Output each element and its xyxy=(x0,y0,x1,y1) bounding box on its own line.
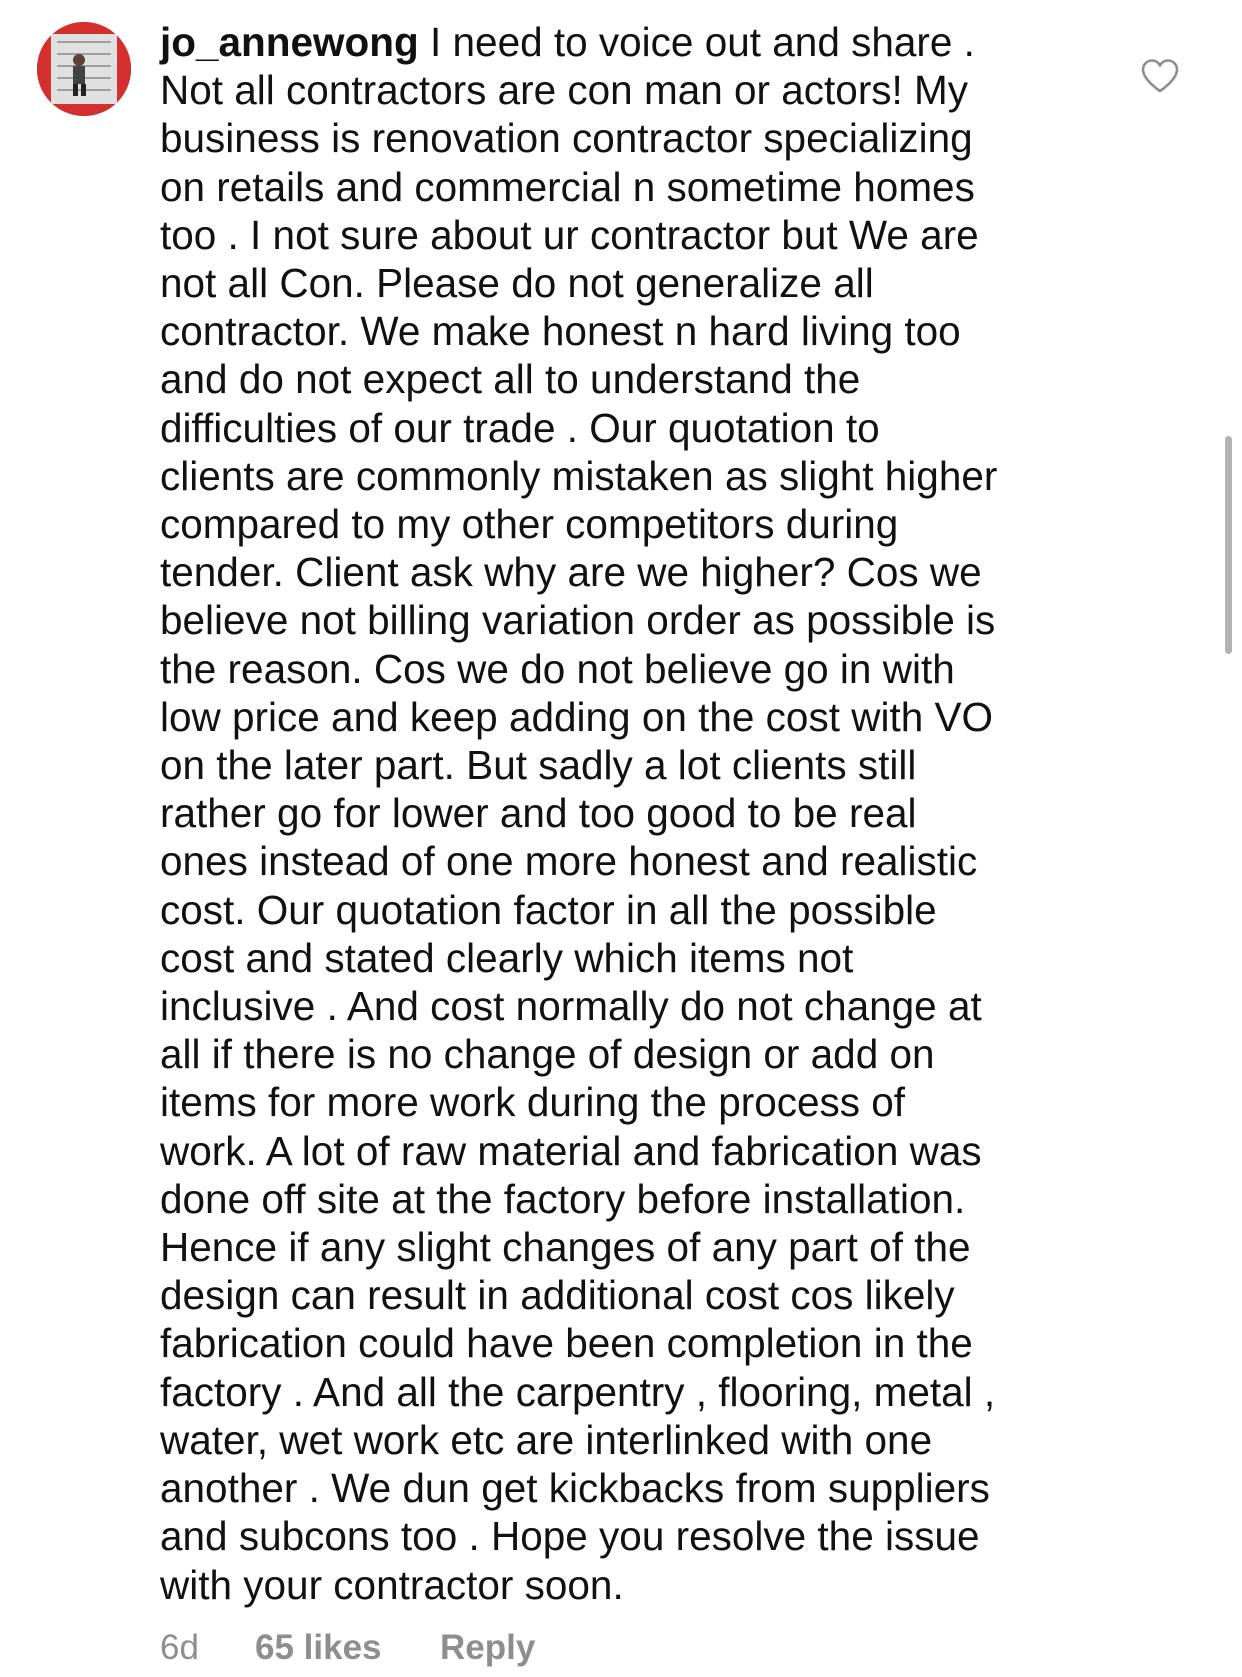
avatar[interactable] xyxy=(37,22,131,116)
comment-first-line xyxy=(160,18,1090,66)
comment-line: compared to my other competitors during xyxy=(160,501,899,548)
comment-line: factory . And all the carpentry , flooring, metal , xyxy=(160,1368,996,1415)
username[interactable]: jo_annewong xyxy=(160,19,419,65)
comment-line: items for more work during the process of xyxy=(160,1079,906,1126)
comment-line: cost and stated clearly which items not xyxy=(160,934,854,981)
comment-line: done off site at the factory before installation. xyxy=(160,1175,966,1222)
comment-meta xyxy=(160,1626,535,1670)
scrollbar[interactable] xyxy=(1225,436,1232,654)
comment-line: Not all contractors are con man or actors! My xyxy=(160,67,969,114)
comment-line: contractor. We make honest n hard living too xyxy=(160,308,961,355)
comment-line: business is renovation contractor specializing xyxy=(160,115,973,162)
comment-text-first-line: I need to voice out and share . xyxy=(430,19,975,65)
heart-icon-svg xyxy=(1140,58,1180,94)
comment-line: and do not expect all to understand the xyxy=(160,356,861,403)
comment-line: Hence if any slight changes of any part of the xyxy=(160,1224,971,1271)
comment-line: on the later part. But sadly a lot clients still xyxy=(160,742,917,789)
comment-line: difficulties of our trade . Our quotation to xyxy=(160,404,880,451)
comment-line: clients are commonly mistaken as slight higher xyxy=(160,452,998,499)
comment-line: too . I not sure about ur contractor but We are xyxy=(160,211,979,258)
comment-line: on retails and commercial n sometime homes xyxy=(160,163,975,210)
comment-line: low price and keep adding on the cost with VO xyxy=(160,693,993,740)
comment-line: ones instead of one more honest and realistic xyxy=(160,838,978,885)
comment-line: work. A lot of raw material and fabrication was xyxy=(160,1127,982,1174)
comment-body xyxy=(160,18,1090,1609)
likes-count[interactable]: 65 likes xyxy=(255,1628,382,1667)
comment-line: another . We dun get kickbacks from suppliers xyxy=(160,1465,990,1512)
reply-button[interactable]: Reply xyxy=(440,1628,536,1667)
avatar-image xyxy=(37,22,131,116)
comment-line: water, wet work etc are interlinked with one xyxy=(160,1416,933,1463)
comment-line: and subcons too . Hope you resolve the issue xyxy=(160,1513,980,1560)
comment-line: tender. Client ask why are we higher? Cos we xyxy=(160,549,982,596)
comment-line: with your contractor soon. xyxy=(160,1561,624,1608)
comment-time: 6d xyxy=(160,1628,199,1667)
comment-line: cost. Our quotation factor in all the possible xyxy=(160,886,937,933)
comment-line: not all Con. Please do not generalize all xyxy=(160,260,874,307)
comment-line: rather go for lower and too good to be real xyxy=(160,790,917,837)
comment-line: the reason. Cos we do not believe go in with xyxy=(160,645,955,692)
comment-line: design can result in additional cost cos likely xyxy=(160,1272,955,1319)
comment-line: believe not billing variation order as possible is xyxy=(160,597,996,644)
comment-line: fabrication could have been completion in the xyxy=(160,1320,973,1367)
heart-outline-icon[interactable] xyxy=(1140,58,1180,94)
comment-line: all if there is no change of design or add on xyxy=(160,1031,935,1078)
comment-line: inclusive . And cost normally do not change at xyxy=(160,983,982,1030)
